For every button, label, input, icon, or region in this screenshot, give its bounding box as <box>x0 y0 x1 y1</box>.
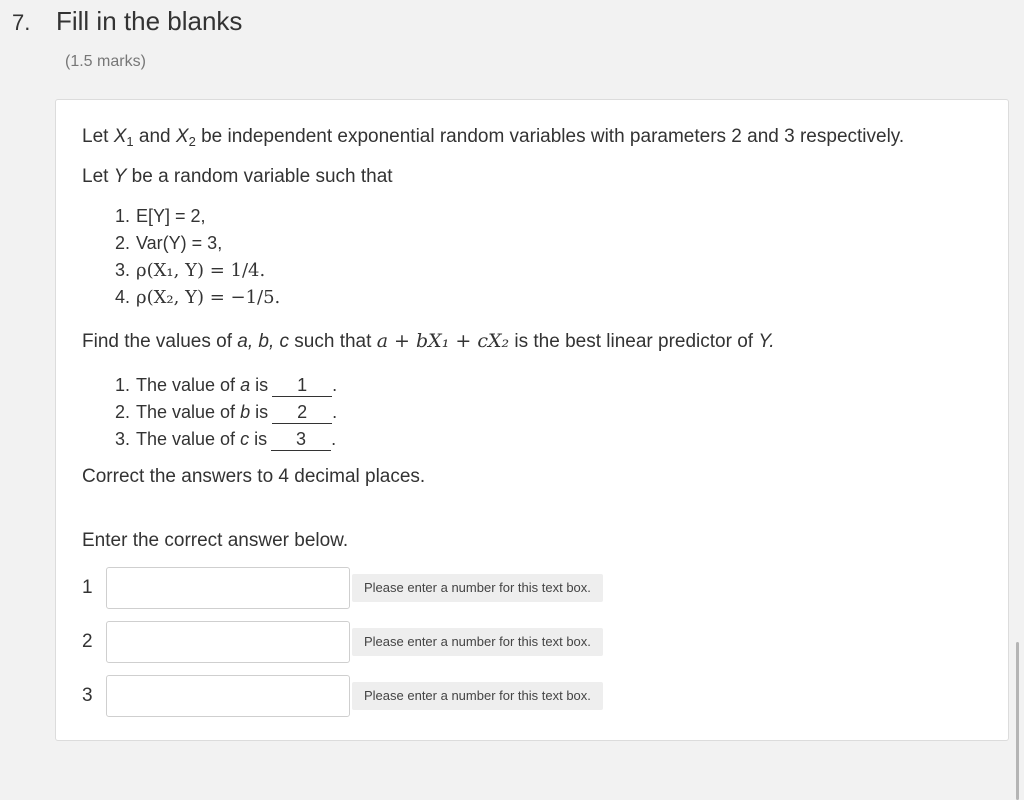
condition-item: 3. ρ(X₁, Y) = 1/4. <box>114 260 266 281</box>
answer-row <box>82 621 603 663</box>
question-title: Fill in the blanks <box>56 6 243 36</box>
question-marks: (1.5 marks) <box>65 53 146 70</box>
blank-answer: 3 <box>271 428 331 451</box>
answer-input-1[interactable] <box>106 567 350 609</box>
answer-row <box>82 567 603 609</box>
answer-label: 2 <box>82 631 93 652</box>
condition-item: 1. E[Y] = 2, <box>114 206 206 226</box>
condition-item: 2. Var(Y) = 3, <box>114 233 223 253</box>
answer-row <box>82 675 603 717</box>
blank-item: 2. The value of b is 2 . <box>114 402 338 422</box>
answer-label: 1 <box>82 577 93 598</box>
answer-hint: Please enter a number for this text box. <box>352 682 603 710</box>
condition-item: 4. ρ(X₂, Y) = −1/5. <box>114 287 281 308</box>
blanks-list <box>100 372 337 453</box>
answer-input-3[interactable] <box>106 675 350 717</box>
find-text: Find the values of a, b, c such that a + bX₁ + cX₂ is the best linear predictor of Y. <box>82 330 775 352</box>
answer-input-2[interactable] <box>106 621 350 663</box>
y-definition-text: Let Y be a random variable such that <box>82 166 393 187</box>
question-card <box>55 99 1009 741</box>
blank-item: 3. The value of c is 3 . <box>114 429 337 449</box>
precision-note: Correct the answers to 4 decimal places. <box>82 466 426 487</box>
answer-hint: Please enter a number for this text box. <box>352 628 603 656</box>
question-header <box>12 6 242 37</box>
blank-answer: 1 <box>272 374 332 397</box>
page-scrollbar[interactable] <box>1016 642 1019 800</box>
answer-hint: Please enter a number for this text box. <box>352 574 603 602</box>
enter-prompt: Enter the correct answer below. <box>82 530 349 551</box>
answer-label: 3 <box>82 685 93 706</box>
conditions-list <box>100 203 280 311</box>
intro-text: Let $X_1$ and $X_2$ be independent exponential random variables with parameters 2 and 3 respectively. <box>82 126 905 149</box>
blank-item: 1. The value of a is 1 . <box>114 375 338 395</box>
blank-answer: 2 <box>272 401 332 424</box>
question-number: 7. <box>12 10 31 35</box>
